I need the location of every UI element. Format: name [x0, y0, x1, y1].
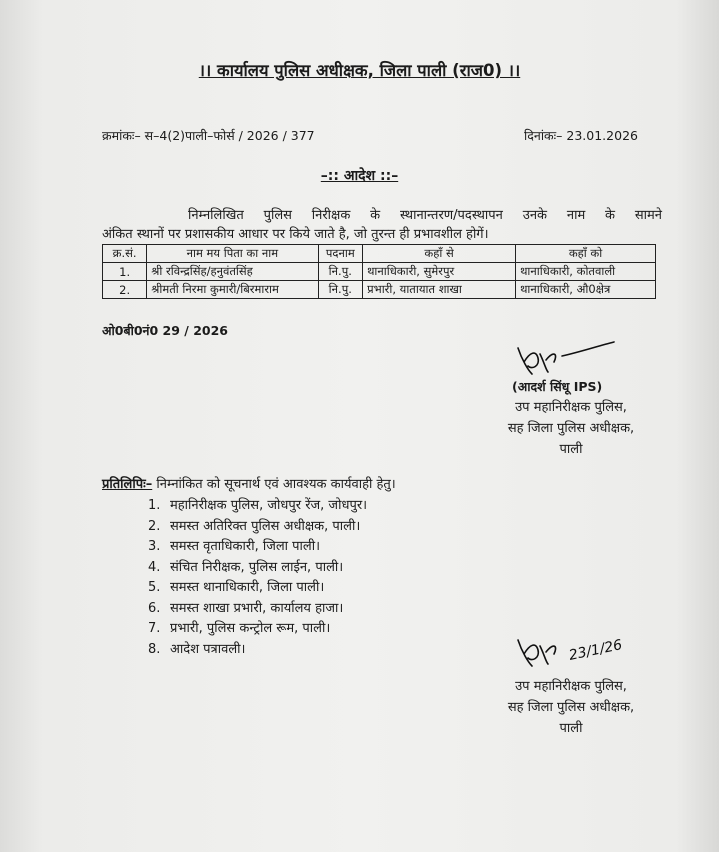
- copy-to-heading: [102, 474, 396, 492]
- reference-number: क्रमांकः– स–4(2)पाली–फोर्स / 2026 / 377: [102, 128, 315, 143]
- signature-date: 23/1/26: [567, 637, 624, 664]
- intro-line-1: निम्नलिखित पुलिस निरीक्षक के स्थानान्तरण/पदस्थापन उनके नाम के सामने: [188, 208, 662, 223]
- col-rank: पदनाम: [318, 245, 363, 263]
- table-header-row: [103, 245, 656, 263]
- copy-to-text: निम्नांकित को सूचनार्थ एवं आवश्यक कार्यवाही हेतु।: [152, 477, 396, 492]
- cell-rank: नि.पु.: [318, 281, 363, 299]
- signature-1: [510, 340, 620, 380]
- cell-from: प्रभारी, यातायात शाखा: [363, 281, 516, 299]
- order-date: दिनांकः– 23.01.2026: [524, 128, 638, 143]
- designation-place: पाली: [559, 721, 583, 736]
- signatory-block-2: [486, 676, 656, 739]
- signatory-name: (आदर्श सिंधू IPS): [512, 379, 603, 394]
- cell-name: श्री रविन्द्रसिंह/हनुवंतसिंह: [147, 263, 318, 281]
- order-heading: –:: आदेश ::–: [320, 168, 399, 184]
- list-item: 1. महानिरीक्षक पुलिस, जोधपुर रेंज, जोधपुर।: [148, 498, 368, 513]
- col-to: कहाँ को: [516, 245, 656, 263]
- copy-to-label: प्रतिलिपिः–: [102, 477, 153, 492]
- list-item: 4. संचित निरीक्षक, पुलिस लाईन, पाली।: [148, 559, 344, 575]
- designation-place: पाली: [559, 442, 583, 457]
- cell-rank: नि.पु.: [318, 263, 363, 281]
- list-item: 8. आदेश पत्रावली।: [148, 641, 246, 657]
- table-row: [103, 281, 656, 299]
- list-item: 2. समस्त अतिरिक्त पुलिस अधीक्षक, पाली।: [148, 518, 361, 534]
- col-from: कहाँ से: [363, 245, 516, 263]
- transfer-table: [102, 244, 656, 299]
- order-intro: [102, 206, 662, 244]
- designation-line-2: सह जिला पुलिस अधीक्षक,: [507, 421, 635, 436]
- cell-to: थानाधिकारी, कोतवाली: [516, 263, 656, 281]
- signature-2: [512, 630, 652, 674]
- list-item: 5. समस्त थानाधिकारी, जिला पाली।: [148, 580, 325, 595]
- intro-line-2: अंकित स्थानों पर प्रशासकीय आधार पर किये जाते है, जो तुरन्त ही प्रभावशील होगें।: [102, 227, 489, 242]
- cell-serial: 1.: [103, 263, 147, 281]
- table-row: [103, 263, 656, 281]
- office-title: ।। कार्यालय पुलिस अधीक्षक, जिला पाली (राज0) ।।: [198, 61, 521, 80]
- designation-line-1: उप महानिरीक्षक पुलिस,: [515, 679, 627, 694]
- cell-to: थानाधिकारी, औ0क्षेत्र: [516, 281, 656, 299]
- list-item: 7. प्रभारी, पुलिस कन्ट्रोल रूम, पाली।: [148, 621, 331, 636]
- col-serial: क्र.सं.: [103, 245, 147, 263]
- list-item: 6. समस्त शाखा प्रभारी, कार्यालय हाजा।: [148, 600, 344, 616]
- cell-from: थानाधिकारी, सुमेरपुर: [363, 263, 516, 281]
- signatory-block-1: [486, 397, 656, 460]
- designation-line-2: सह जिला पुलिस अधीक्षक,: [507, 700, 635, 715]
- copy-to-list: [148, 496, 367, 660]
- designation-line-1: उप महानिरीक्षक पुलिस,: [515, 400, 627, 415]
- list-item: 3. समस्त वृताधिकारी, जिला पाली।: [148, 539, 321, 554]
- cell-serial: 2.: [103, 281, 147, 299]
- col-name: नाम मय पिता का नाम: [147, 245, 318, 263]
- ob-number: ओ0बी0नं0 29 / 2026: [102, 323, 228, 338]
- cell-name: श्रीमती निरमा कुमारी/बिरमाराम: [147, 281, 318, 299]
